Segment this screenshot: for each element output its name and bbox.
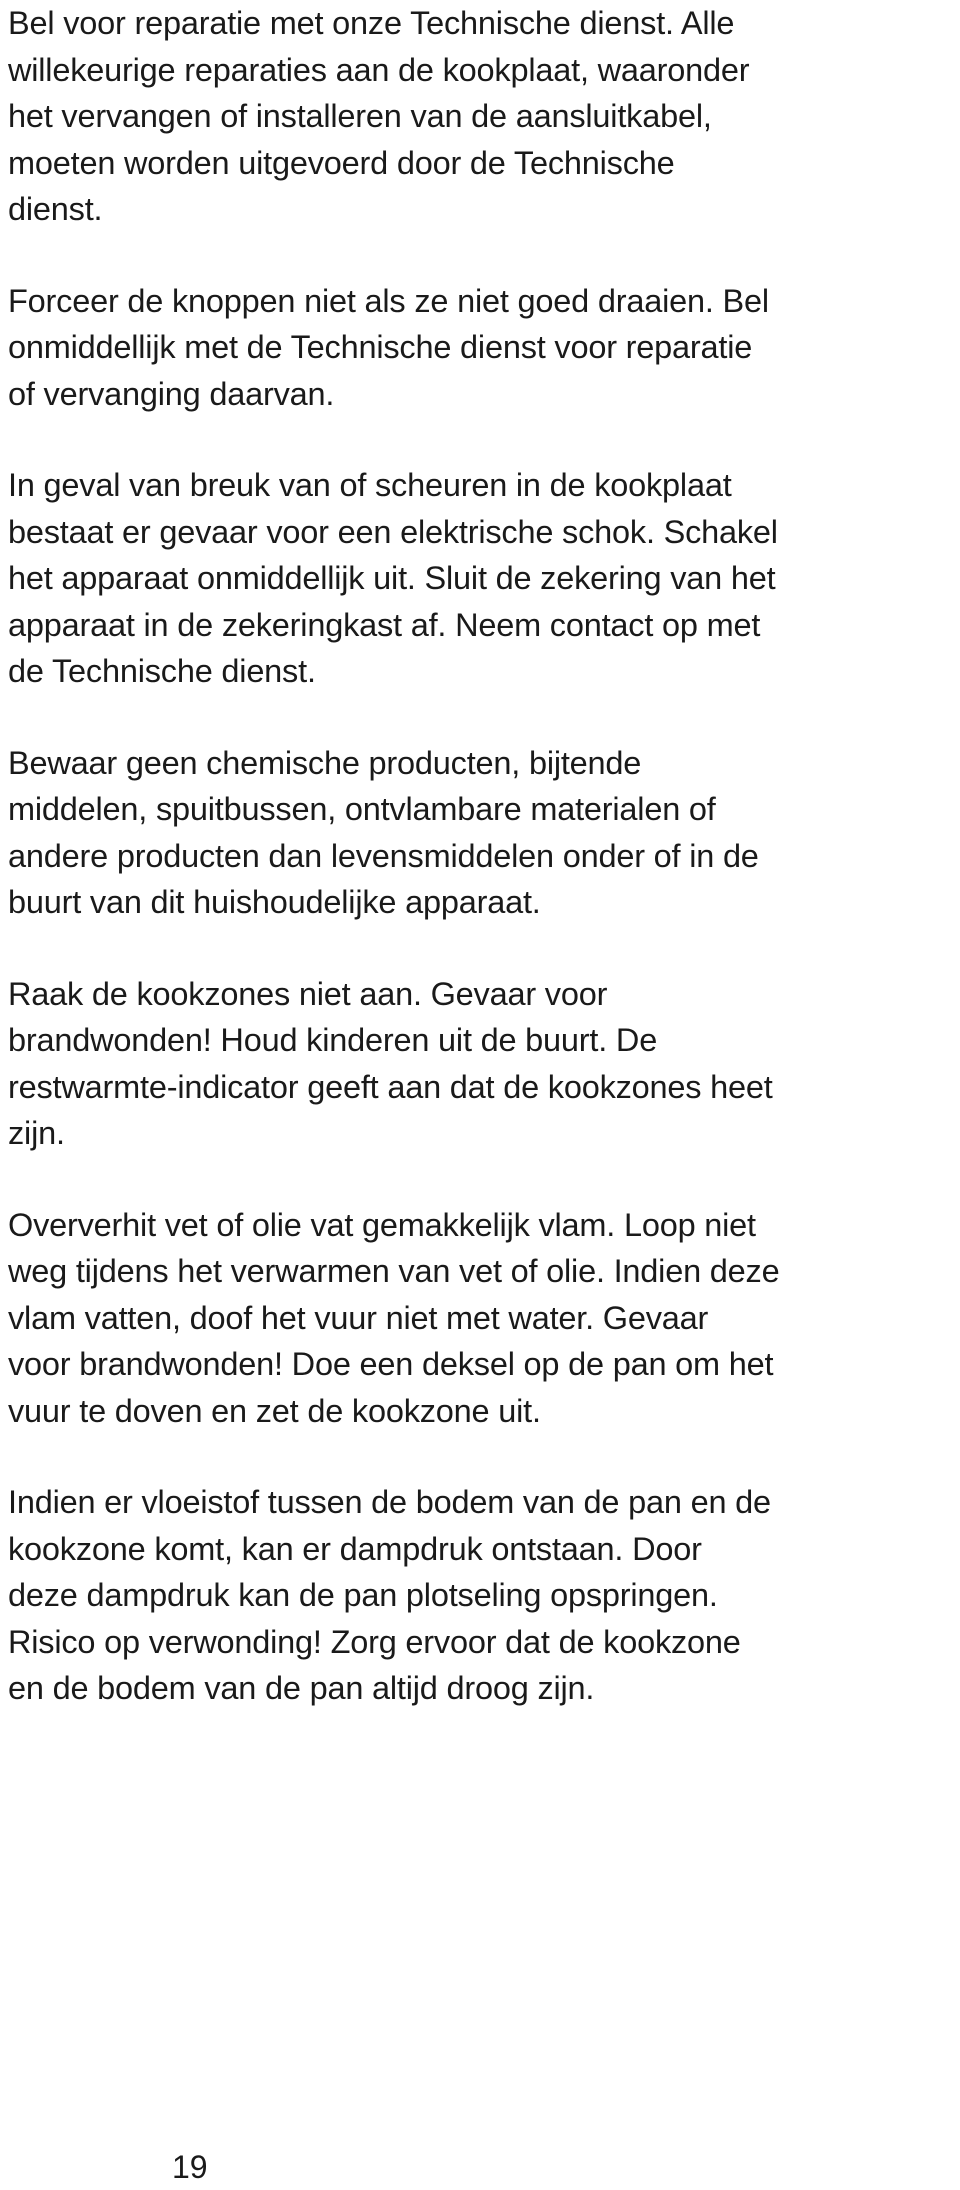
paragraph-hot-zones: Raak de kookzones niet aan. Gevaar voor brandwonden! Houd kinderen uit de buurt. De restwarmte-indicator geeft aan dat de kookzones heet zijn. — [8, 975, 773, 1151]
paragraph-breakage: In geval van breuk van of scheuren in de kookplaat bestaat er gevaar voor een elektrische schok. Schakel het apparaat onmiddellijk uit. Sluit de zekering van het apparaat in de zekeringkast af. Neem contact op met de Technische dienst. — [8, 467, 778, 689]
paragraph-storage: Bewaar geen chemische producten, bijtende middelen, spuitbussen, ontvlambare materialen of andere producten dan levensmiddelen onder of in de buurt van dit huishoudelijke apparaat. — [8, 744, 759, 920]
document-body — [8, 0, 953, 1757]
page-number: 19 — [172, 2149, 208, 2185]
paragraph-knobs: Forceer de knoppen niet als ze niet goed draaien. Bel onmiddellijk met de Technische dienst voor reparatie of vervanging daarvan. — [8, 282, 769, 412]
paragraph-overheated-oil: Oververhit vet of olie vat gemakkelijk vlam. Loop niet weg tijdens het verwarmen van vet of olie. Indien deze vlam vatten, doof het vuur niet met water. Gevaar voor brandwonden! Doe een deksel op de pan om het vuur te doven en zet de kookzone uit. — [8, 1206, 780, 1429]
paragraph-vapour-pressure: Indien er vloeistof tussen de bodem van de pan en de kookzone komt, kan er dampdruk ontstaan. Door deze dampdruk kan de pan plotseling opspringen. Risico op verwonding! Zorg ervoor dat de kookzone en de bodem van de pan altijd droog zijn. — [8, 1484, 771, 1706]
paragraph-repair: Bel voor reparatie met onze Technische dienst. Alle willekeurige reparaties aan de kookplaat, waaronder het vervangen of installeren van de aansluitkabel, moeten worden uitgevoerd door de Technische dienst. — [8, 5, 750, 227]
